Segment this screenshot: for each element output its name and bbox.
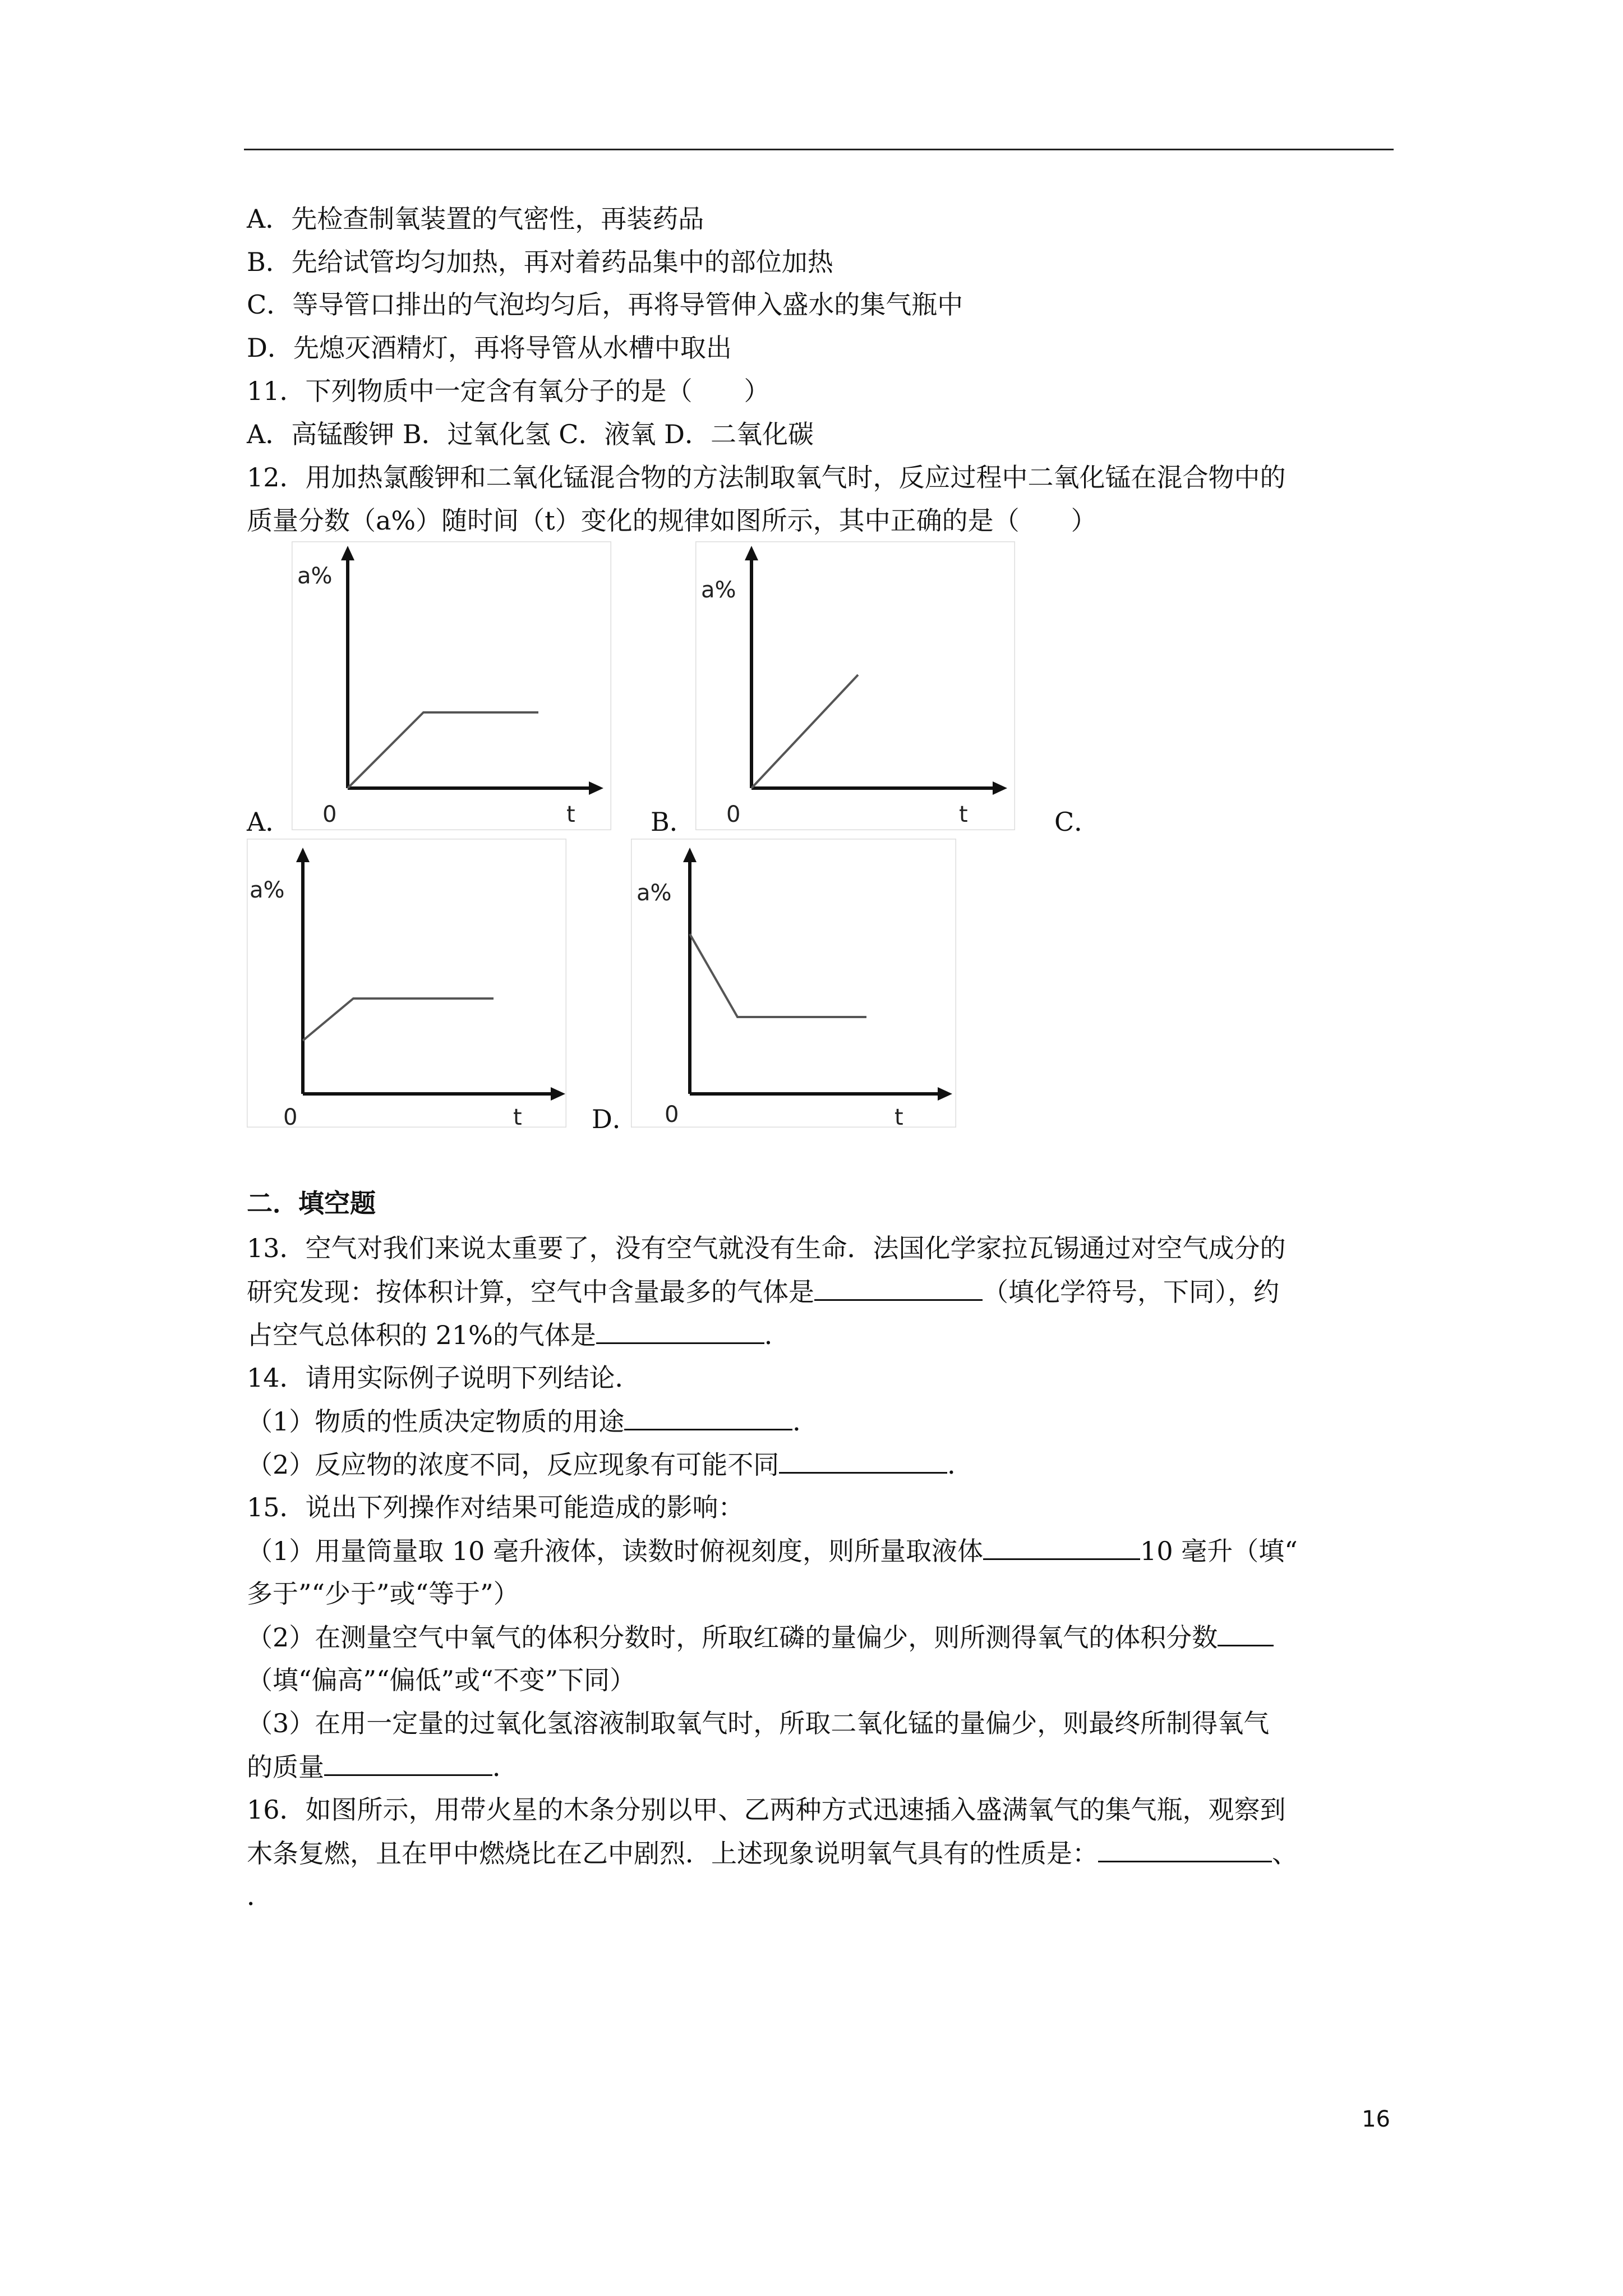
q10-option-d: D．先熄灭酒精灯，再将导管从水槽中取出	[247, 333, 732, 363]
q13-line2-text: 研究发现：按体积计算，空气中含量最多的气体是	[247, 1277, 814, 1307]
section-heading-fill-blank: 二．填空题	[247, 1188, 376, 1218]
q13-line2-tail: （填化学符号，下同），约	[983, 1277, 1279, 1307]
q15-part1-tail: 10 毫升（填“	[1140, 1536, 1298, 1566]
q15-part3-cont	[247, 1750, 518, 1784]
q13-line3-tail: ．	[764, 1320, 790, 1350]
graph-d	[631, 839, 956, 1128]
graph-c	[247, 839, 566, 1128]
q12-stem-line2: 质量分数（a%）随时间（t）变化的规律如图所示，其中正确的是（ ）	[247, 505, 1097, 536]
graph-a	[292, 541, 611, 830]
q16-blank-1[interactable]	[1098, 1836, 1272, 1862]
q14-part1-text: （1）物质的性质决定物质的用途	[247, 1406, 625, 1437]
q16-line1: 16．如图所示，用带火星的木条分别以甲、乙两种方式迅速插入盛满氧气的集气瓶，观察到	[247, 1795, 1286, 1825]
graph-a-origin: 0	[322, 802, 337, 827]
graph-c-xlabel: t	[513, 1105, 522, 1128]
q15-part1	[247, 1534, 1298, 1568]
q15-part3-tail: ．	[492, 1752, 518, 1782]
q15-blank-3[interactable]	[324, 1750, 492, 1776]
graph-a-ylabel: a%	[297, 563, 333, 589]
q10-option-a: A．先检查制氧装置的气密性，再装药品	[247, 204, 704, 234]
q16-line2	[247, 1836, 1298, 1870]
q14-part1-tail: ．	[792, 1406, 819, 1437]
q15-stem: 15．说出下列操作对结果可能造成的影响：	[247, 1492, 744, 1522]
q14-blank-1[interactable]	[624, 1404, 792, 1430]
graph-b-xlabel: t	[959, 802, 968, 827]
q11-stem: 11．下列物质中一定含有氧分子的是（ ）	[247, 376, 770, 406]
q13-line2	[247, 1274, 1279, 1309]
q14-part2	[247, 1447, 973, 1481]
q16-line3: ．	[247, 1881, 273, 1911]
graph-d-label: D．	[592, 1104, 638, 1134]
graph-b-origin: 0	[726, 802, 741, 827]
q16-line2-text: 木条复燃，且在甲中燃烧比在乙中剧烈．上述现象说明氧气具有的性质是：	[247, 1838, 1098, 1869]
graph-a-label: A．	[247, 807, 292, 837]
q13-blank-1[interactable]	[814, 1274, 983, 1301]
q16-line2-tail: 、	[1272, 1838, 1298, 1869]
q14-part2-tail: ．	[947, 1450, 974, 1480]
q15-blank-2[interactable]	[1218, 1620, 1274, 1646]
graph-a-xlabel: t	[566, 802, 575, 827]
graph-c-origin: 0	[283, 1105, 298, 1128]
graph-b-ylabel: a%	[701, 577, 736, 603]
graph-d-ylabel: a%	[637, 880, 672, 906]
q15-part1-text: （1）用量筒量取 10 毫升液体，读数时俯视刻度，则所量取液体	[247, 1536, 984, 1566]
q11-options: A．高锰酸钾 B．过氧化氢 C．液氧 D．二氧化碳	[247, 419, 814, 449]
page-number: 16	[1362, 2106, 1390, 2132]
q15-part3-text: 的质量	[247, 1752, 324, 1782]
q13-line3-text: 占空气总体积的 21%的气体是	[247, 1320, 596, 1350]
q13-line1: 13．空气对我们来说太重要了，没有空气就没有生命．法国化学家拉瓦锡通过对空气成分的	[247, 1233, 1286, 1263]
header-rule	[244, 149, 1394, 150]
q15-part1-cont: 多于”“少于”或“等于”）	[247, 1579, 519, 1609]
graph-b-label: B．	[651, 807, 695, 837]
graph-c-ylabel: a%	[250, 877, 285, 903]
graph-d-xlabel: t	[895, 1105, 903, 1128]
q10-option-b: B．先给试管均匀加热，再对着药品集中的部位加热	[247, 247, 833, 277]
q15-blank-1[interactable]	[983, 1534, 1140, 1560]
q14-blank-2[interactable]	[779, 1447, 947, 1474]
q12-stem-line1: 12．用加热氯酸钾和二氧化锰混合物的方法制取氧气时，反应过程中二氧化锰在混合物中的	[247, 462, 1286, 493]
q15-part2-text: （2）在测量空气中氧气的体积分数时，所取红磷的量偏少，则所测得氧气的体积分数	[247, 1622, 1218, 1653]
q15-part3: （3）在用一定量的过氧化氢溶液制取氧气时，所取二氧化锰的量偏少，则最终所制得氧气	[247, 1708, 1270, 1738]
q13-blank-2[interactable]	[596, 1318, 764, 1344]
q10-option-c: C．等导管口排出的气泡均匀后，再将导管伸入盛水的集气瓶中	[247, 289, 963, 320]
graph-b	[695, 541, 1015, 830]
q13-line3	[247, 1318, 790, 1352]
graph-c-label: C．	[1054, 807, 1100, 837]
graph-d-origin: 0	[665, 1102, 679, 1128]
q15-part2-cont: （填“偏高”“偏低”或“不变”下同）	[247, 1665, 636, 1695]
q14-part2-text: （2）反应物的浓度不同，反应现象有可能不同	[247, 1450, 780, 1480]
q14-stem: 14．请用实际例子说明下列结论．	[247, 1363, 641, 1393]
q14-part1	[247, 1404, 818, 1438]
q15-part2	[247, 1620, 1274, 1654]
